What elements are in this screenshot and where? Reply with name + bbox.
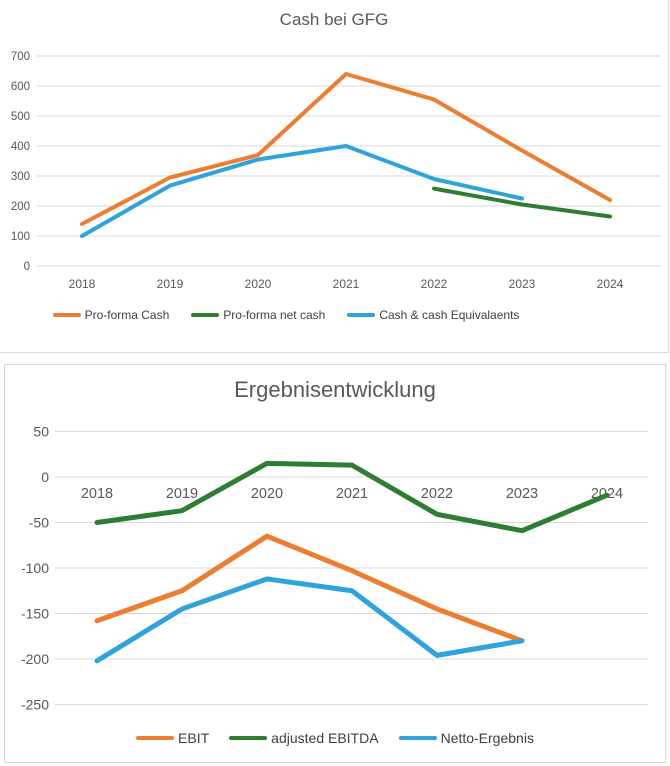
y-tick-label: -50 (28, 514, 49, 531)
y-tick-label: 0 (41, 469, 49, 485)
legend-swatch (347, 313, 375, 317)
x-tick-label: 2024 (596, 277, 624, 291)
y-tick-label: -100 (20, 560, 49, 576)
legend-item-ebit (136, 730, 209, 746)
chart-card-cash-bei-gfg[interactable] (0, 0, 669, 353)
y-tick-label: 100 (10, 231, 30, 243)
series-line (434, 189, 610, 217)
x-tick-label: 2018 (80, 486, 114, 502)
x-tick-label: 2018 (68, 277, 96, 291)
legend-item-cash-equivalents (347, 308, 519, 322)
legend-swatch (191, 313, 219, 317)
y-tick-label: 0 (23, 261, 30, 273)
legend-label: adjusted EBITDA (271, 730, 379, 746)
cash-chart-plot-area (0, 45, 670, 300)
legend-swatch (136, 736, 174, 740)
x-tick-label: 2020 (250, 486, 284, 502)
x-tick-label: 2024 (590, 486, 624, 502)
x-tick-label: 2020 (244, 277, 272, 291)
legend-item-adjusted-ebitda (229, 730, 378, 746)
series-line (97, 579, 522, 661)
y-tick-label: 400 (10, 141, 30, 153)
legend-item-netto-ergebnis (399, 730, 534, 746)
legend-label: Pro-forma Cash (84, 308, 170, 322)
x-tick-label: 2022 (420, 277, 448, 291)
legend-label: Netto-Ergebnis (440, 730, 534, 746)
legend-label: Pro-forma net cash (223, 308, 326, 322)
x-tick-label: 2021 (332, 277, 360, 291)
x-tick-label: 2019 (165, 486, 199, 502)
legend-label: Cash & cash Equivalaents (379, 308, 520, 322)
y-tick-label: -250 (20, 696, 49, 713)
y-tick-label: 500 (10, 111, 30, 123)
y-tick-label: 300 (10, 171, 30, 183)
x-tick-label: 2022 (420, 486, 454, 502)
series-line (82, 74, 610, 224)
legend-swatch (399, 736, 437, 740)
y-tick-label: 600 (10, 81, 30, 93)
y-tick-label: 50 (33, 423, 49, 440)
x-tick-label: 2023 (505, 486, 539, 502)
series-line (97, 536, 522, 641)
y-tick-label: 200 (10, 201, 30, 213)
y-tick-label: -200 (20, 651, 49, 667)
x-tick-label: 2023 (508, 277, 536, 291)
legend-swatch (229, 736, 267, 740)
legend-label: EBIT (178, 730, 210, 746)
chart-card-ergebnisentwicklung[interactable] (4, 364, 666, 763)
ergebnis-chart-plot-area (5, 420, 664, 720)
legend-item-pro-forma-cash (53, 308, 170, 322)
y-tick-label: 700 (10, 51, 30, 63)
chart-title: Cash bei GFG (279, 10, 389, 29)
legend-item-pro-forma-net-cash (191, 308, 325, 322)
x-tick-label: 2021 (335, 486, 369, 502)
y-tick-label: -150 (20, 605, 49, 622)
legend-swatch (53, 313, 81, 317)
chart-title: Ergebnisentwicklung (234, 377, 436, 402)
x-tick-label: 2019 (156, 277, 184, 291)
legend (0, 308, 572, 322)
legend (5, 730, 665, 746)
